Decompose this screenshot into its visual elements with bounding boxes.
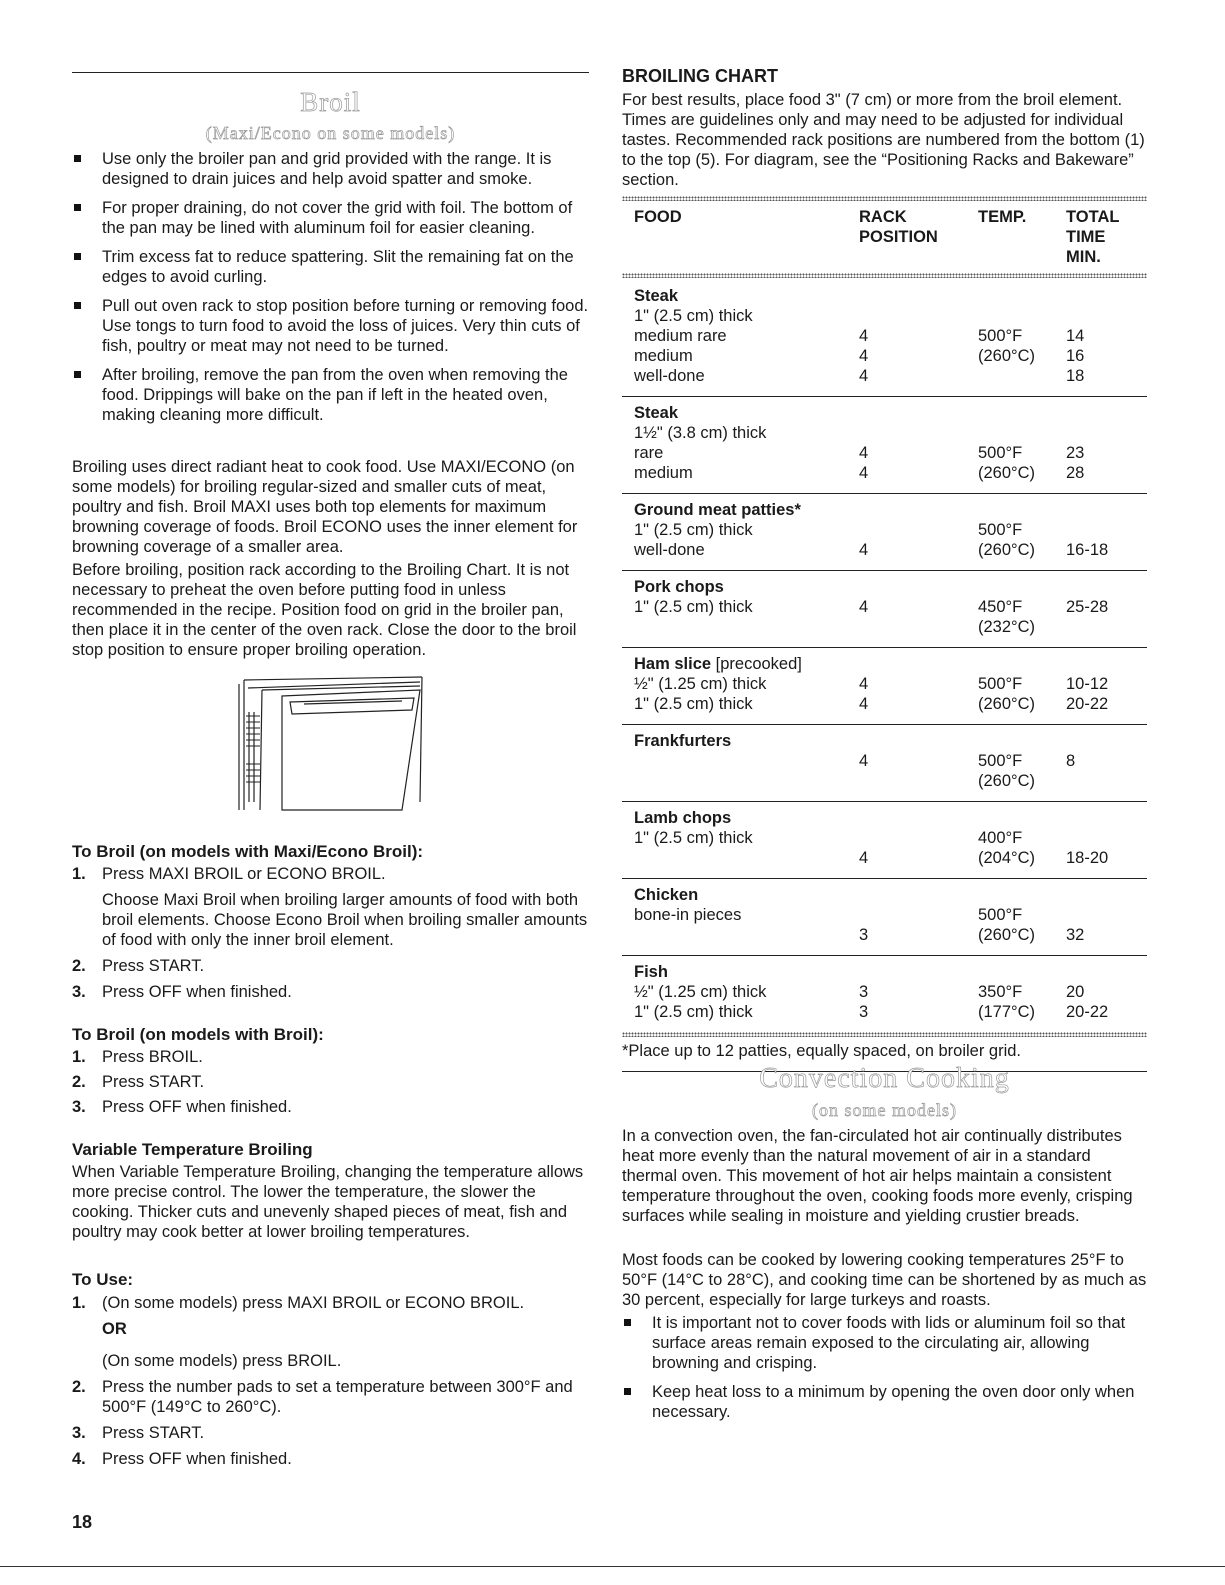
step-number: 2. bbox=[72, 1073, 86, 1091]
list-item bbox=[72, 1072, 589, 1092]
food-name: Steak bbox=[634, 287, 679, 305]
convection-subtitle: (on some models) bbox=[812, 1100, 957, 1120]
list-item bbox=[72, 247, 589, 287]
step-number: 1. bbox=[72, 1048, 86, 1066]
broiling-chart-table bbox=[622, 196, 1147, 1072]
list-item bbox=[72, 149, 589, 189]
food-description: 1" (2.5 cm) thick bbox=[634, 829, 753, 847]
total-time-cell: 23 28 bbox=[1066, 444, 1085, 482]
food-name: Steak bbox=[634, 404, 679, 422]
food-cell bbox=[634, 403, 859, 483]
list-item bbox=[72, 1377, 589, 1417]
step-text: Press BROIL. bbox=[102, 1048, 203, 1066]
food-description: 1" (2.5 cm) thick well-done bbox=[634, 521, 753, 559]
food-description: ½" (1.25 cm) thick 1" (2.5 cm) thick bbox=[634, 675, 767, 713]
total-time-cell: 20 20-22 bbox=[1066, 983, 1109, 1021]
list-item bbox=[72, 365, 589, 425]
bullet-text: Trim excess fat to reduce spattering. Slit the remaining fat on the edges to avoid curling. bbox=[102, 248, 574, 286]
broil-title: Broil bbox=[300, 87, 361, 117]
food-cell bbox=[634, 577, 859, 637]
page-bottom-rule bbox=[0, 1566, 1225, 1567]
col-header-rack: RACK POSITION bbox=[859, 208, 938, 246]
food-name: Frankfurters bbox=[634, 732, 732, 750]
col-header-food: FOOD bbox=[634, 208, 682, 226]
list-item bbox=[72, 1097, 589, 1117]
total-time-cell: 25-28 bbox=[1066, 598, 1109, 616]
step-text: (On some models) press MAXI BROIL or ECONO BROIL. bbox=[102, 1294, 525, 1312]
step-text: Press START. bbox=[102, 1424, 205, 1442]
bullet-text: Use only the broiler pan and grid provided with the range. It is designed to drain juices and help avoid spatter and smoke. bbox=[102, 150, 552, 188]
bullet-text: After broiling, remove the pan from the oven when removing the food. Drippings will bake on the pan if left in the heated oven, making cleaning more difficult. bbox=[102, 366, 568, 424]
list-item bbox=[72, 1293, 589, 1371]
broil-subtitle: (Maxi/Econo on some models) bbox=[205, 123, 456, 143]
list-item bbox=[72, 1449, 589, 1469]
food-description: 1" (2.5 cm) thick bbox=[634, 598, 753, 616]
bullet-square-icon bbox=[624, 1319, 631, 1326]
food-cell bbox=[634, 286, 859, 386]
bullet-square-icon bbox=[74, 204, 81, 211]
total-time-cell: 10-12 20-22 bbox=[1066, 675, 1109, 713]
list-item bbox=[72, 982, 589, 1002]
table-row bbox=[622, 802, 1147, 879]
total-time-cell: 32 bbox=[1066, 926, 1085, 944]
step-number: 3. bbox=[72, 1098, 86, 1116]
list-item bbox=[72, 956, 589, 976]
food-name-note: [precooked] bbox=[711, 655, 802, 673]
food-description: ½" (1.25 cm) thick 1" (2.5 cm) thick bbox=[634, 983, 767, 1021]
bullet-text: Pull out oven rack to stop position before turning or removing food. Use tongs to turn food to avoid the loss of juices. Very thin cuts of fish, poultry or meat may not need to be turned. bbox=[102, 297, 589, 355]
step-text: Press OFF when finished. bbox=[102, 983, 292, 1001]
to-use-heading: To Use: bbox=[72, 1270, 134, 1289]
step-number: 3. bbox=[72, 1424, 86, 1442]
step-text: Press START. bbox=[102, 1073, 205, 1091]
col-header-temp: TEMP. bbox=[978, 208, 1027, 226]
maxi-econo-heading: To Broil (on models with Maxi/Econo Broil): bbox=[72, 842, 424, 861]
food-name: Ham slice bbox=[634, 655, 712, 673]
food-cell bbox=[634, 500, 859, 560]
step-text: Press OFF when finished. bbox=[102, 1098, 292, 1116]
temperature-cell: 500°F (260°C) bbox=[978, 327, 1036, 365]
broiling-chart-heading: BROILING CHART bbox=[622, 66, 778, 86]
bullet-square-icon bbox=[74, 253, 81, 260]
convection-title: Convection Cooking bbox=[759, 1063, 1010, 1094]
bullet-square-icon bbox=[74, 302, 81, 309]
rack-position-cell: 4 bbox=[859, 752, 869, 770]
step-number: 3. bbox=[72, 983, 86, 1001]
temperature-cell: 350°F (177°C) bbox=[978, 983, 1036, 1021]
bullet-square-icon bbox=[74, 371, 81, 378]
step-note: Choose Maxi Broil when broiling larger amounts of food with both broil elements. Choose Econo Broil when broiling smaller amounts of food with only the inner broil element. bbox=[102, 891, 588, 949]
temperature-cell: 500°F (260°C) bbox=[978, 906, 1036, 944]
table-bottom-dotted-rule bbox=[622, 1032, 1147, 1037]
bullet-square-icon bbox=[74, 155, 81, 162]
table-row bbox=[622, 879, 1147, 956]
table-footnote: *Place up to 12 patties, equally spaced, on broiler grid. bbox=[622, 1042, 1021, 1060]
step-number: 4. bbox=[72, 1450, 86, 1468]
food-cell bbox=[634, 885, 859, 945]
broil-only-heading: To Broil (on models with Broil): bbox=[72, 1025, 324, 1044]
food-name: Chicken bbox=[634, 886, 699, 904]
temperature-cell: 450°F (232°C) bbox=[978, 598, 1036, 636]
step-text: Press START. bbox=[102, 957, 205, 975]
page-number: 18 bbox=[72, 1512, 93, 1532]
broil-paragraph-2: Before broiling, position rack according to the Broiling Chart. It is not necessary to preheat the oven before putting food in unless recommended in the recipe. Position food on grid in the broiler pan, then place it in the center of the oven rack. Close the door to the broil stop position to ensure proper broiling operation. bbox=[72, 561, 577, 659]
list-item bbox=[72, 864, 589, 950]
table-row bbox=[622, 397, 1147, 494]
variable-temp-paragraph: When Variable Temperature Broiling, changing the temperature allows more precise control. The lower the temperature, the slower the cooking. Thicker cuts and unevenly shaped pieces of meat, fish and poultry may cook better at lower broiling temperatures. bbox=[72, 1163, 584, 1241]
rack-position-cell: 4 bbox=[859, 541, 869, 559]
food-name: Ground meat patties* bbox=[634, 501, 801, 519]
food-description: bone-in pieces bbox=[634, 906, 742, 924]
list-item bbox=[622, 1382, 1150, 1422]
temperature-cell: 400°F (204°C) bbox=[978, 829, 1036, 867]
total-time-cell: 8 bbox=[1066, 752, 1076, 770]
temperature-cell: 500°F (260°C) bbox=[978, 444, 1036, 482]
step-number: 1. bbox=[72, 1294, 86, 1312]
rack-position-cell: 4 bbox=[859, 598, 869, 616]
total-time-cell: 14 16 18 bbox=[1066, 327, 1085, 385]
table-header-row bbox=[622, 201, 1147, 273]
bullet-text: Keep heat loss to a minimum by opening the oven door only when necessary. bbox=[652, 1383, 1135, 1421]
table-row bbox=[622, 956, 1147, 1032]
table-row bbox=[622, 725, 1147, 802]
table-row bbox=[622, 571, 1147, 648]
total-time-cell: 16-18 bbox=[1066, 541, 1109, 559]
list-item bbox=[72, 198, 589, 238]
step-alt-text: (On some models) press BROIL. bbox=[102, 1352, 342, 1370]
temperature-cell: 500°F (260°C) bbox=[978, 521, 1036, 559]
rack-position-cell: 4 bbox=[859, 849, 869, 867]
broil-only-steps bbox=[72, 1047, 589, 1123]
variable-temp-heading: Variable Temperature Broiling bbox=[72, 1140, 313, 1159]
temperature-cell: 500°F (260°C) bbox=[978, 752, 1036, 790]
list-item bbox=[72, 1423, 589, 1443]
convection-paragraph-2: Most foods can be cooked by lowering cooking temperatures 25°F to 50°F (14°C to 28°C), and cooking time can be shortened by as much as 30 percent, especially for large turkeys and roasts. bbox=[622, 1251, 1147, 1309]
bullet-square-icon bbox=[624, 1388, 631, 1395]
food-description: 1½" (3.8 cm) thick rare medium bbox=[634, 424, 767, 482]
step-number: 2. bbox=[72, 957, 86, 975]
rack-position-cell: 3 bbox=[859, 926, 869, 944]
food-cell bbox=[634, 731, 859, 791]
food-name: Fish bbox=[634, 963, 668, 981]
broiling-chart-intro: For best results, place food 3" (7 cm) or more from the broil element. Times are guidelines only and may need to be adjusted for individual tastes. Recommended rack positions are numbered from the bottom (1) to the top (5). For diagram, see the “Positioning Racks and Bakeware” section. bbox=[622, 91, 1145, 189]
variable-temp-steps bbox=[72, 1293, 589, 1475]
food-cell bbox=[634, 654, 859, 714]
broil-bullet-list bbox=[72, 149, 589, 434]
total-time-cell: 18-20 bbox=[1066, 849, 1109, 867]
oven-door-broil-stop-illustration bbox=[234, 672, 429, 814]
maxi-econo-steps bbox=[72, 864, 589, 1008]
table-row bbox=[622, 494, 1147, 571]
step-text: Press the number pads to set a temperature between 300°F and 500°F (149°C to 260°C). bbox=[102, 1378, 573, 1416]
food-cell bbox=[634, 808, 859, 868]
food-name: Pork chops bbox=[634, 578, 724, 596]
rack-position-cell: 4 4 bbox=[859, 444, 869, 482]
table-row bbox=[622, 648, 1147, 725]
table-row bbox=[622, 280, 1147, 397]
list-item bbox=[622, 1313, 1150, 1373]
step-text: Press OFF when finished. bbox=[102, 1450, 292, 1468]
convection-bullet-list bbox=[622, 1313, 1150, 1431]
list-item bbox=[72, 296, 589, 356]
rack-position-cell: 4 4 4 bbox=[859, 327, 869, 385]
col-header-time: TOTAL TIME MIN. bbox=[1066, 208, 1120, 266]
table-body bbox=[622, 280, 1147, 1032]
rack-position-cell: 4 4 bbox=[859, 675, 869, 713]
convection-paragraph-1: In a convection oven, the fan-circulated hot air continually distributes heat more evenly than the natural movement of air in a standard thermal oven. This movement of hot air helps maintain a consistent temperature throughout the oven, cooking foods more evenly, crisping surfaces while sealing in moisture and yielding crustier breads. bbox=[622, 1127, 1133, 1225]
bullet-text: For proper draining, do not cover the grid with foil. The bottom of the pan may be lined with aluminum foil for easier cleaning. bbox=[102, 199, 573, 237]
step-number: 2. bbox=[72, 1378, 86, 1396]
step-text: Press MAXI BROIL or ECONO BROIL. bbox=[102, 865, 386, 883]
or-label: OR bbox=[102, 1320, 127, 1338]
broil-paragraph-1: Broiling uses direct radiant heat to cook food. Use MAXI/ECONO (on some models) for broiling regular-sized and smaller cuts of meat, poultry and fish. Broil MAXI uses both top elements for maximum browning coverage of foods. Broil ECONO uses the inner element for browning coverage of a smaller area. bbox=[72, 458, 578, 556]
food-name: Lamb chops bbox=[634, 809, 732, 827]
bullet-text: It is important not to cover foods with lids or aluminum foil so that surface areas remain exposed to the circulating air, allowing browning and crisping. bbox=[652, 1314, 1126, 1372]
table-header-dotted-rule bbox=[622, 273, 1147, 278]
food-cell bbox=[634, 962, 859, 1022]
rack-position-cell: 3 3 bbox=[859, 983, 869, 1021]
food-description: 1" (2.5 cm) thick medium rare medium well-done bbox=[634, 307, 753, 385]
step-number: 1. bbox=[72, 865, 86, 883]
top-rule bbox=[72, 72, 589, 73]
temperature-cell: 500°F (260°C) bbox=[978, 675, 1036, 713]
list-item bbox=[72, 1047, 589, 1067]
